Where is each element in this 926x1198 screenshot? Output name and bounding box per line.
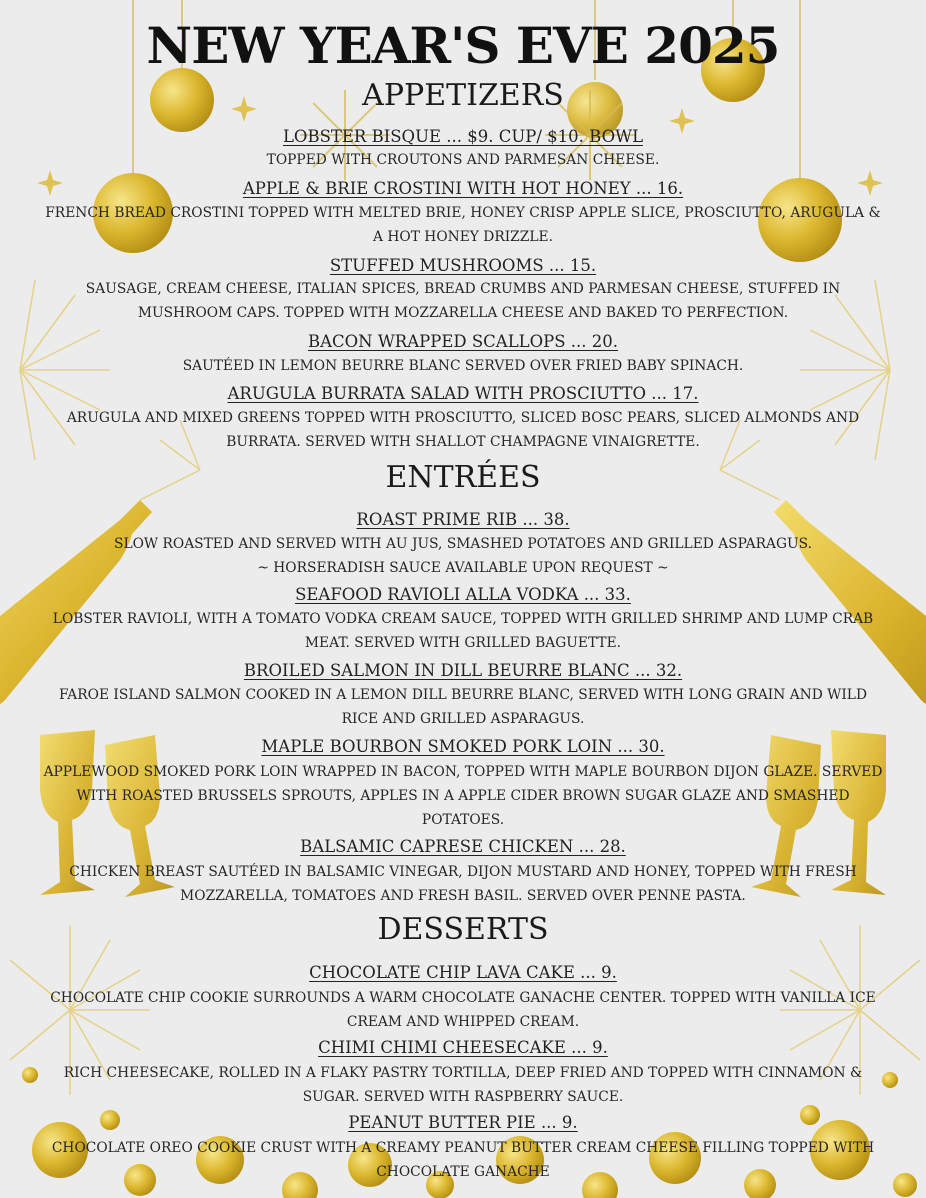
menu-item-name: MAPLE BOURBON SMOKED PORK LOIN ... 30. <box>261 737 665 756</box>
menu-item-name: SEAFOOD RAVIOLI ALLA VODKA ... 33. <box>295 585 631 604</box>
menu-item-description: SAUSAGE, CREAM CHEESE, ITALIAN SPICES, BREAD CRUMBS AND PARMESAN CHEESE, STUFFED IN MUSHROOM CAPS. TOPPED WITH MOZZARELLA CHEESE AND BAKED TO PERFECTION. <box>85 281 841 321</box>
section-heading-appetizers: APPETIZERS <box>362 78 564 113</box>
menu-item-name: ROAST PRIME RIB ... 38. <box>356 510 570 529</box>
menu-item-description: CHOCOLATE OREO COOKIE CRUST WITH A CREAMY PEANUT BUTTER CREAM CHEESE FILLING TOPPED WITH CHOCOLATE GANACHE <box>51 1140 875 1180</box>
menu-item-note: ~ HORSERADISH SAUCE AVAILABLE UPON REQUEST ~ <box>257 560 669 576</box>
section-heading-desserts: DESSERTS <box>377 912 549 947</box>
page-title: NEW YEAR'S EVE 2025 <box>146 16 780 75</box>
menu-item-name: STUFFED MUSHROOMS ... 15. <box>329 256 597 275</box>
menu-item-description: LOBSTER RAVIOLI, WITH A TOMATO VODKA CREAM SAUCE, TOPPED WITH GRILLED SHRIMP AND LUMP CRAB MEAT. SERVED WITH GRILLED BAGUETTE. <box>52 611 874 651</box>
menu-item-name: CHOCOLATE CHIP LAVA CAKE ... 9. <box>309 963 617 982</box>
menu-item-name: BROILED SALMON IN DILL BEURRE BLANC ... 32. <box>243 661 683 680</box>
menu-item-description: CHOCOLATE CHIP COOKIE SURROUNDS A WARM CHOCOLATE GANACHE CENTER. TOPPED WITH VANILLA ICE CREAM AND WHIPPED CREAM. <box>50 990 876 1030</box>
menu-item-name: LOBSTER BISQUE ... $9. CUP/ $10. BOWL <box>282 127 644 146</box>
section-heading-entrees: ENTRÉES <box>385 460 541 495</box>
menu-item-name: BALSAMIC CAPRESE CHICKEN ... 28. <box>300 837 626 856</box>
menu-item-description: FRENCH BREAD CROSTINI TOPPED WITH MELTED BRIE, HONEY CRISP APPLE SLICE, PROSCIUTTO, ARUGULA & A HOT HONEY DRIZZLE. <box>45 205 881 245</box>
menu-item-name: APPLE & BRIE CROSTINI WITH HOT HONEY ... 16. <box>242 179 684 198</box>
menu-item-description: CHICKEN BREAST SAUTÉED IN BALSAMIC VINEGAR, DIJON MUSTARD AND HONEY, TOPPED WITH FRESH MOZZARELLA, TOMATOES AND FRESH BASIL. SERVED OVER PENNE PASTA. <box>69 864 857 904</box>
menu-item-name: ARUGULA BURRATA SALAD WITH PROSCIUTTO ... 17. <box>227 384 699 403</box>
menu-item-description: ARUGULA AND MIXED GREENS TOPPED WITH PROSCIUTTO, SLICED BOSC PEARS, SLICED ALMONDS AND BURRATA. SERVED WITH SHALLOT CHAMPAGNE VINAIGRETTE. <box>66 410 860 450</box>
menu-item-description: RICH CHEESECAKE, ROLLED IN A FLAKY PASTRY TORTILLA, DEEP FRIED AND TOPPED WITH CINNAMON & SUGAR. SERVED WITH RASPBERRY SAUCE. <box>63 1065 863 1105</box>
menu-item-description: FAROE ISLAND SALMON COOKED IN A LEMON DILL BEURRE BLANC, SERVED WITH LONG GRAIN AND WILD RICE AND GRILLED ASPARAGUS. <box>58 687 868 727</box>
menu-item-description: APPLEWOOD SMOKED PORK LOIN WRAPPED IN BACON, TOPPED WITH MAPLE BOURBON DIJON GLAZE. SERVED WITH ROASTED BRUSSELS SPROUTS, APPLES IN A APPLE CIDER BROWN SUGAR GLAZE AND SMASHED POTATOES. <box>43 764 883 828</box>
menu-item-description: SLOW ROASTED AND SERVED WITH AU JUS, SMASHED POTATOES AND GRILLED ASPARAGUS. <box>114 536 812 552</box>
menu-item-name: CHIMI CHIMI CHEESECAKE ... 9. <box>318 1038 608 1057</box>
menu-item-name: PEANUT BUTTER PIE ... 9. <box>348 1113 578 1132</box>
menu-item-description: TOPPED WITH CROUTONS AND PARMESAN CHEESE. <box>266 152 660 168</box>
menu-item-description: SAUTÉED IN LEMON BEURRE BLANC SERVED OVER FRIED BABY SPINACH. <box>182 358 744 374</box>
menu-item-name: BACON WRAPPED SCALLOPS ... 20. <box>307 332 619 351</box>
